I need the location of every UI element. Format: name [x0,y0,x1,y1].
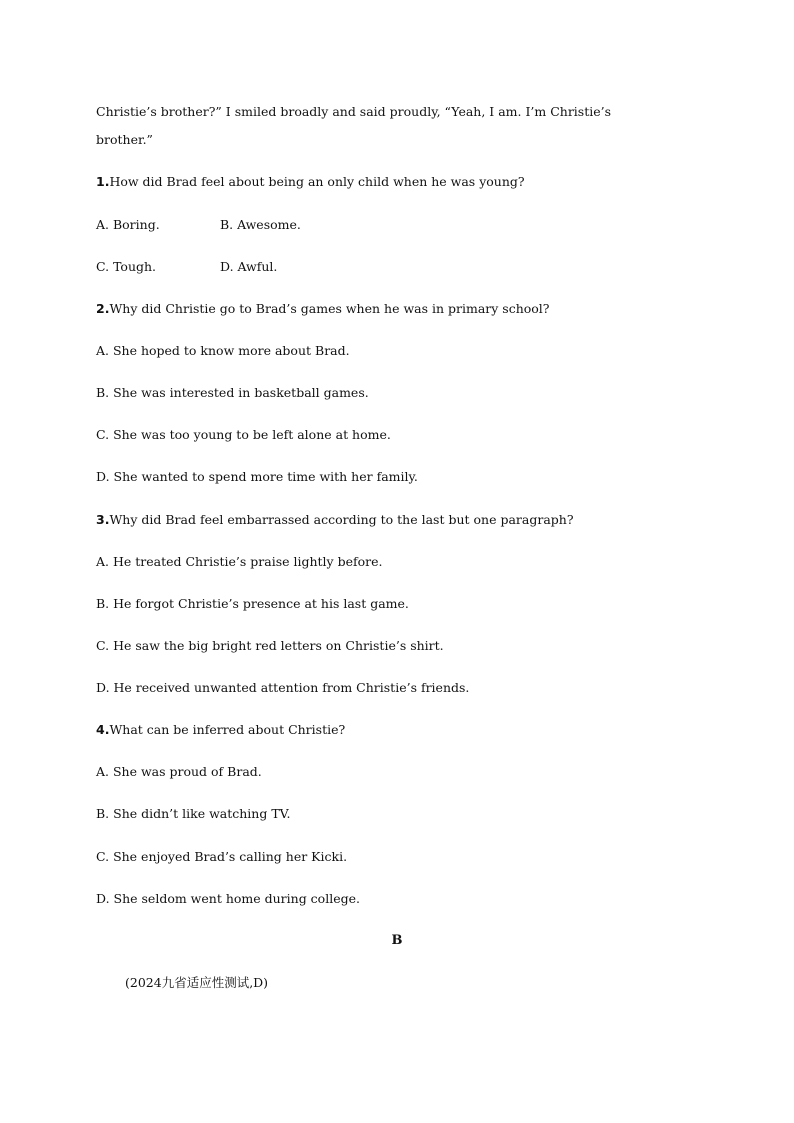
question-text: Why did Brad feel embarrassed according to the last but one paragraph? [109,512,574,527]
passage-line-1: Christie’s brother?” I smiled broadly and said proudly, “Yeah, I am. I’m Christie’s [96,104,612,119]
option-b: B. Awesome. [220,217,301,232]
option-d: D. She wanted to spend more time with her family. [96,469,418,484]
question-number: 1. [96,174,110,189]
option-c: C. She enjoyed Brad’s calling her Kicki. [96,849,348,864]
option-b: B. She didn’t like watching TV. [96,806,291,821]
question-1 [96,174,525,190]
option-d: D. He received unwanted attention from Christie’s friends. [96,680,470,695]
question-1-options-row-1 [96,217,301,233]
option-a: A. She was proud of Brad. [96,764,262,779]
passage-line-2: brother.” [96,132,153,147]
option-a: A. He treated Christie’s praise lightly before. [96,554,383,569]
option-c: C. Tough. [96,259,157,274]
question-2 [96,301,550,317]
question-number: 2. [96,301,110,316]
question-text: How did Brad feel about being an only child when he was young? [109,174,525,189]
section-heading: B [391,933,403,948]
option-d: D. She seldom went home during college. [96,891,360,906]
option-b: B. He forgot Christie’s presence at his last game. [96,596,409,611]
option-d: D. Awful. [220,259,278,274]
section-source: (2024九省适应性测试,D) [125,975,269,990]
question-number: 3. [96,512,110,527]
option-c: C. She was too young to be left alone at home. [96,427,391,442]
option-c: C. He saw the big bright red letters on Christie’s shirt. [96,638,444,653]
question-text: What can be inferred about Christie? [109,722,346,737]
question-1-options-row-2 [96,259,278,275]
question-4 [96,722,345,738]
question-number: 4. [96,722,110,737]
option-a: A. Boring. [96,217,160,232]
option-a: A. She hoped to know more about Brad. [96,343,350,358]
option-b: B. She was interested in basketball games. [96,385,369,400]
question-3 [96,512,574,528]
question-text: Why did Christie go to Brad’s games when he was in primary school? [109,301,550,316]
